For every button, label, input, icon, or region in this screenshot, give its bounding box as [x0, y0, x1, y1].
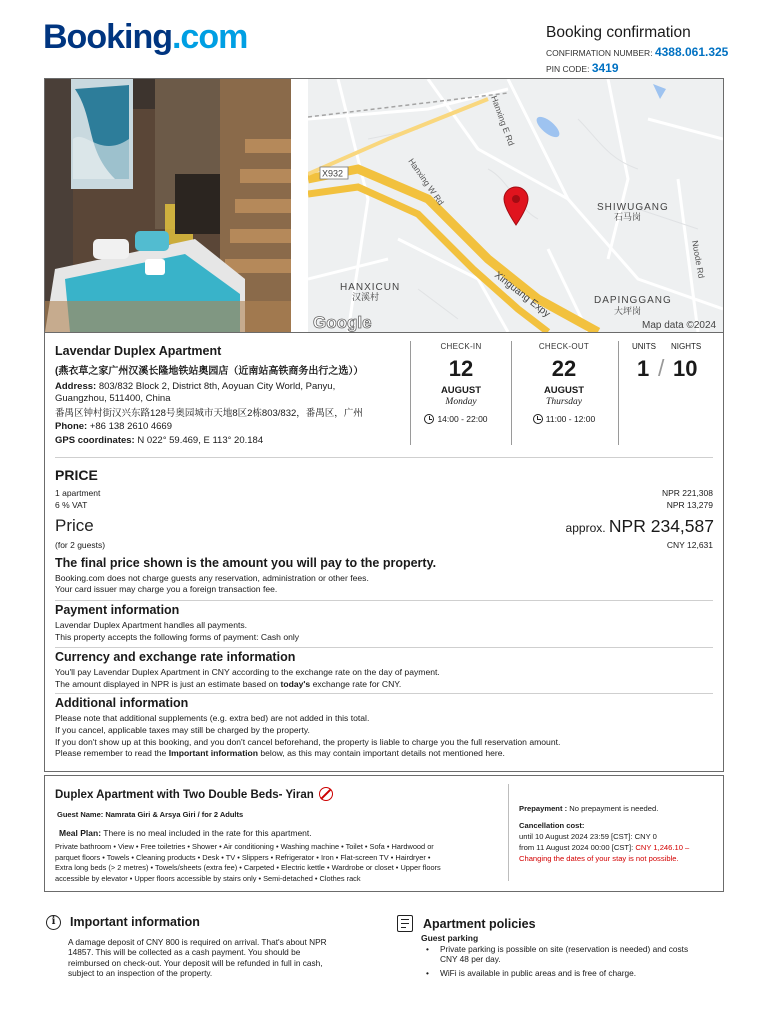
- checkout-weekday: Thursday: [546, 397, 582, 407]
- property-address-line2: Guangzhou, 511400, China: [55, 393, 171, 404]
- location-map[interactable]: [308, 79, 723, 332]
- apartment-price-label: 1 apartment: [55, 488, 101, 498]
- divider: [55, 600, 713, 601]
- map-label-hanxing-e: Hanxing E Rd: [489, 94, 517, 147]
- page-title: Booking confirmation: [546, 24, 691, 41]
- payment-info-line-2: This property accepts the following forms of payment: Cash only: [55, 632, 300, 642]
- divider: [55, 693, 713, 694]
- currency-info-title: Currency and exchange rate information: [55, 650, 296, 664]
- no-smoking-icon: [319, 787, 333, 801]
- payment-info-line-1: Lavendar Duplex Apartment handles all payments.: [55, 620, 248, 630]
- clock-icon: [424, 414, 434, 424]
- guests-note: (for 2 guests): [55, 540, 106, 550]
- final-price-notice: The final price shown is the amount you will pay to the property.: [55, 556, 437, 570]
- currency-info-line-1: You'll pay Lavendar Duplex Apartment in CNY according to the exchange rate on the day of payment.: [55, 667, 440, 677]
- google-logo: Google: [313, 313, 372, 332]
- checkin-weekday: Monday: [445, 397, 477, 407]
- checkin-month: AUGUST: [440, 385, 482, 396]
- guest-name: Guest Name: Namrata Giri & Arsya Giri / for 2 Adults: [57, 810, 244, 819]
- currency-info-line-2: The amount displayed in NPR is just an estimate based on today's exchange rate for CNY.: [55, 679, 402, 689]
- cancellation-line-3: Changing the dates of your stay is not possible.: [519, 854, 679, 863]
- total-price-label: Price: [55, 516, 94, 535]
- wifi-policy: • WiFi is available in public areas and is free of charge.: [427, 968, 727, 978]
- divider: [44, 332, 724, 333]
- nights-label: NIGHTS: [671, 342, 702, 351]
- checkin-label: CHECK-IN: [440, 342, 482, 351]
- final-price-note-1: Booking.com does not charge guests any reservation, administration or other fees.: [55, 573, 369, 583]
- property-address-cn: 番禺区钟村街汉兴东路128号奥园城市天地8区2栋803/832，番禺区，广州: [55, 408, 363, 419]
- apartment-price-value: NPR 221,308: [661, 488, 713, 498]
- important-info-text: A damage deposit of CNY 800 is required on arrival. That's about NPR 14857. This will be collected as a cash payment. You should be reimbursed on check-out. Your deposit will be refunded in full in cash, subject to an inspection of the property.: [68, 937, 327, 979]
- checkout-label: CHECK-OUT: [538, 342, 590, 351]
- price-section-title: PRICE: [55, 467, 98, 483]
- important-info-title: Important information: [70, 915, 200, 929]
- cancellation-cost-title: Cancellation cost:: [519, 821, 585, 830]
- apartment-policies-title: Apartment policies: [423, 917, 536, 931]
- confirmation-number: CONFIRMATION NUMBER: 4388.061.325: [546, 45, 729, 59]
- room-name: Duplex Apartment with Two Double Beds- Yiran: [55, 787, 333, 801]
- additional-info-line-2: If you cancel, applicable taxes may still be charged by the property.: [55, 725, 310, 735]
- total-price-cny: CNY 12,631: [666, 540, 713, 550]
- property-address: Address: 803/832 Block 2, District 8th, Aoyuan City World, Panyu,: [55, 381, 336, 392]
- property-photo: [45, 79, 291, 332]
- total-price-npr: approx. NPR 234,587: [565, 516, 714, 536]
- divider: [55, 647, 713, 648]
- prepayment-info: Prepayment : No prepayment is needed.: [519, 804, 659, 813]
- pin-code: PIN CODE: 3419: [546, 61, 619, 75]
- map-label-hanxicun: HANXICUN: [340, 282, 401, 293]
- cancellation-line-2: from 11 August 2024 00:00 [CST]: CNY 1,246.10 –: [519, 843, 690, 852]
- map-label-hanxing-w: Hanxing W Rd: [406, 156, 446, 208]
- units-label: UNITS: [632, 342, 656, 351]
- checkin-time: 14:00 - 22:00: [406, 414, 506, 424]
- property-local-name: (燕衣草之家广州汉溪长隆地铁站奥园店（近南站高铁商务出行之选））: [55, 366, 364, 377]
- vat-value: NPR 13,279: [666, 500, 713, 510]
- final-price-note-2: Your card issuer may charge you a foreign transaction fee.: [55, 584, 278, 594]
- policies-document-icon: [397, 915, 413, 932]
- vat-label: 6 % VAT: [55, 500, 88, 510]
- additional-info-line-4: Please remember to read the Important information below, as this may contain important details not mentioned here.: [55, 748, 505, 758]
- divider: [55, 457, 713, 458]
- cancellation-line-1: until 10 August 2024 23:59 [CST]: CNY 0: [519, 832, 657, 841]
- property-phone: Phone: +86 138 2610 4669: [55, 421, 172, 432]
- map-label-shiwugang: SHIWUGANG: [597, 202, 669, 213]
- units-value: 1: [637, 356, 650, 381]
- nights-value: 10: [673, 356, 698, 381]
- divider: [511, 341, 512, 445]
- map-label-hanxicun-cn: 汉溪村: [352, 292, 380, 302]
- parking-policy: • Private parking is possible on site (reservation is needed) and costs CNY 48 per day.: [427, 944, 727, 965]
- additional-info-line-3: If you don't show up at this booking, and you don't cancel beforehand, the property is liable to charge you the full reservation amount.: [55, 737, 561, 747]
- map-label-x932: X932: [322, 168, 344, 179]
- map-data-credit: Map data ©2024: [642, 320, 717, 331]
- map-label-xinguang: Xinguang Expy: [492, 269, 552, 320]
- additional-info-title: Additional information: [55, 696, 189, 710]
- checkout-time: 11:00 - 12:00: [514, 414, 614, 424]
- booking-logo: Booking.com: [43, 18, 248, 56]
- checkin-day: 12: [448, 356, 474, 381]
- meal-plan: Meal Plan: There is no meal included in the rate for this apartment.: [59, 828, 312, 838]
- room-facilities: Private bathroom • View • Free toiletries • Shower • Air conditioning • Washing machine • Toilet • Sofa • Hardwood or parquet floors • Towels • Cleaning products • Desk • TV • Slippers • Refrigerator • Iron • Flat-screen TV • Hairdryer • Extra long beds (> 2 metres) • Towels/sheets (extra fee) • Carpeted • Electric kettle • Wardrobe or closet • Upper floors accessible by elevator • Upper floors accessible by stairs only • Semi-detached • Clothes rack: [55, 842, 441, 883]
- clock-icon: [533, 414, 543, 424]
- map-label-dapinggang-cn: 大坪岗: [614, 306, 642, 316]
- info-icon: i: [46, 915, 61, 930]
- divider: [618, 341, 619, 445]
- guest-parking-title: Guest parking: [421, 933, 479, 943]
- map-label-shiwugang-cn: 石马岗: [614, 212, 642, 222]
- property-gps: GPS coordinates: N 022° 59.469, E 113° 20.184: [55, 435, 264, 446]
- checkout-day: 22: [551, 356, 577, 381]
- additional-info-line-1: Please note that additional supplements (e.g. extra bed) are not added in this total.: [55, 713, 370, 723]
- divider: [508, 784, 509, 881]
- property-name: Lavendar Duplex Apartment: [55, 344, 222, 358]
- units-nights-separator: /: [658, 355, 665, 381]
- checkout-month: AUGUST: [543, 385, 585, 396]
- map-label-dapinggang: DAPINGGANG: [594, 295, 672, 306]
- payment-info-title: Payment information: [55, 603, 180, 617]
- map-label-nuode: Nuode Rd: [690, 239, 707, 280]
